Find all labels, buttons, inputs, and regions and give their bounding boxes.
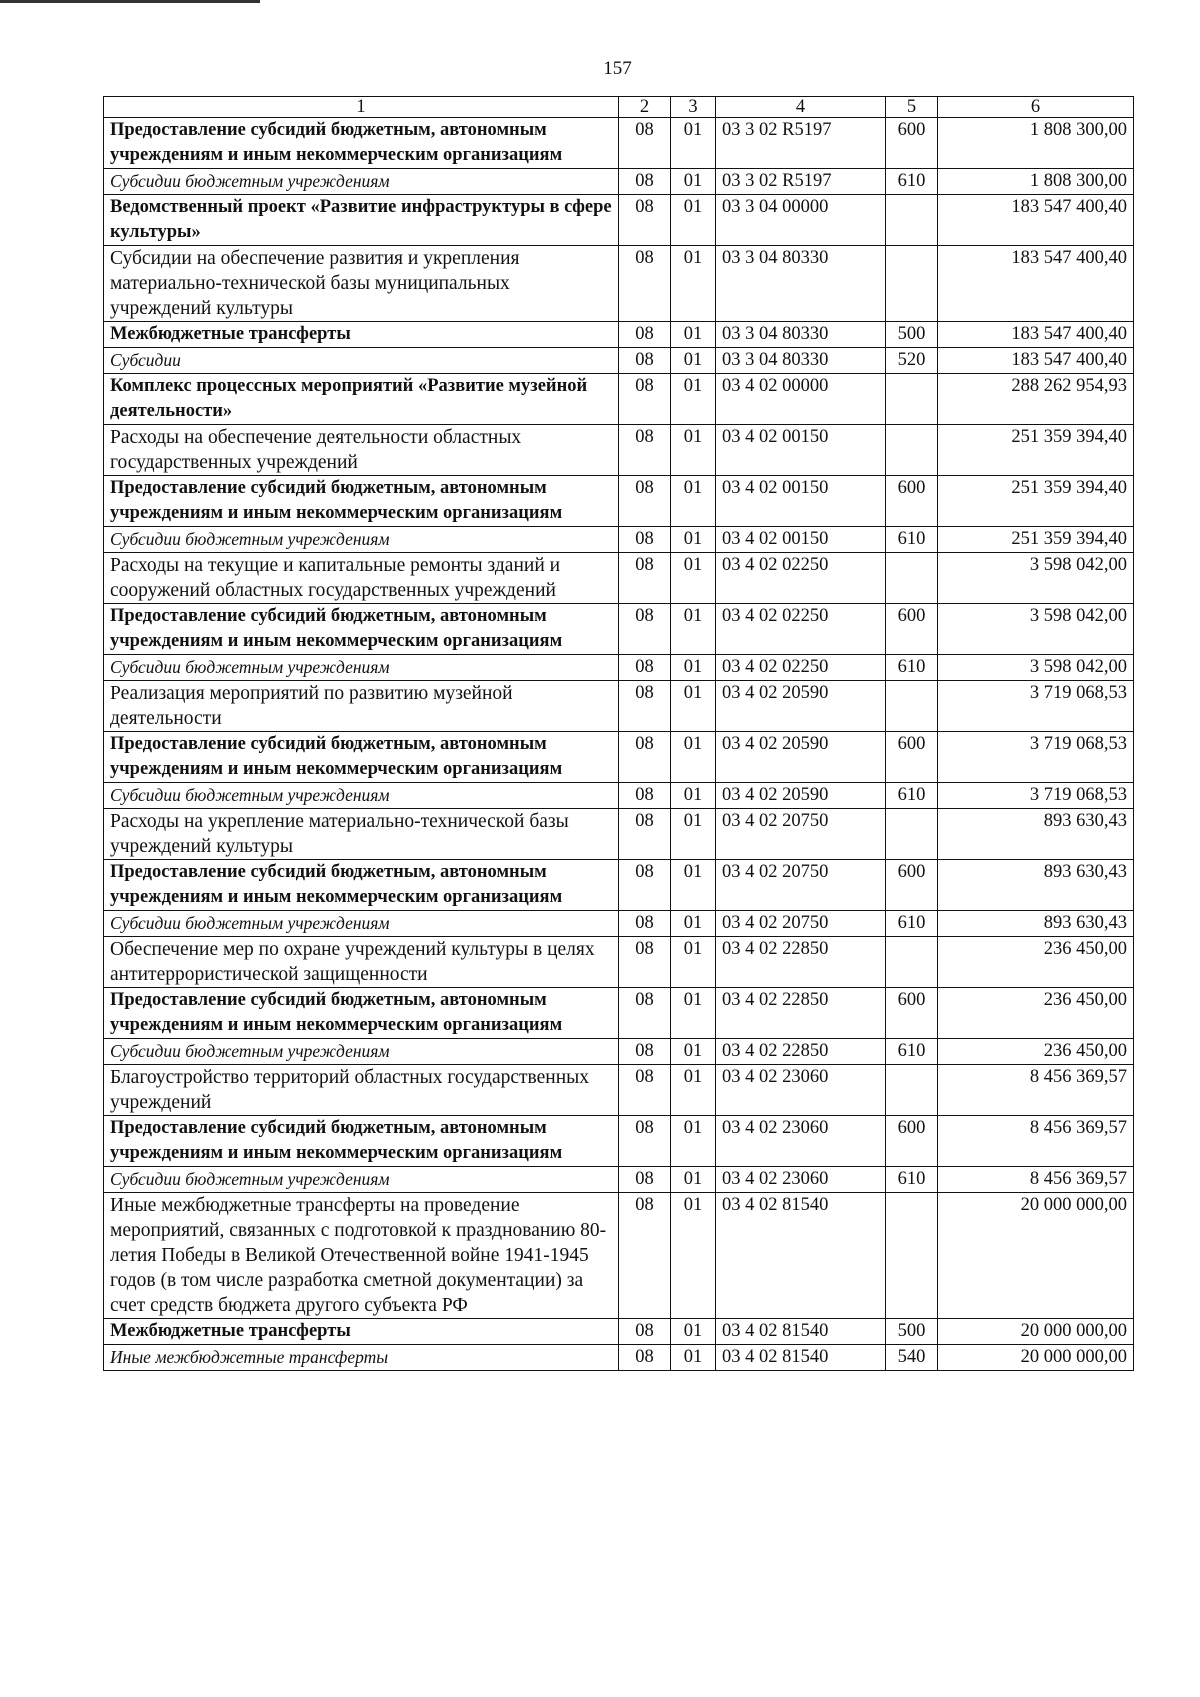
scan-edge-line bbox=[0, 0, 260, 3]
expense-type-cell: 610 bbox=[886, 1167, 938, 1193]
row-name-cell: Субсидии бюджетным учреждениям bbox=[104, 655, 619, 681]
section-code-cell: 08 bbox=[619, 374, 671, 425]
target-article-cell: 03 3 04 80330 bbox=[716, 348, 886, 374]
table-row bbox=[104, 655, 1134, 681]
subsection-code-cell: 01 bbox=[671, 988, 716, 1039]
target-article-cell: 03 4 02 23060 bbox=[716, 1116, 886, 1167]
amount-cell: 893 630,43 bbox=[938, 911, 1134, 937]
target-article-cell: 03 3 04 80330 bbox=[716, 246, 886, 322]
subsection-code-cell: 01 bbox=[671, 118, 716, 169]
page-number: 157 bbox=[603, 58, 632, 79]
table-row bbox=[104, 118, 1134, 169]
subsection-code-cell: 01 bbox=[671, 553, 716, 604]
subsection-code-cell: 01 bbox=[671, 246, 716, 322]
subsection-code-cell: 01 bbox=[671, 655, 716, 681]
expense-type-cell bbox=[886, 553, 938, 604]
table-row bbox=[104, 322, 1134, 348]
section-code-cell: 08 bbox=[619, 1065, 671, 1116]
expense-type-cell bbox=[886, 809, 938, 860]
target-article-cell: 03 4 02 02250 bbox=[716, 655, 886, 681]
table-row bbox=[104, 1167, 1134, 1193]
target-article-cell: 03 3 04 00000 bbox=[716, 195, 886, 246]
table-row bbox=[104, 1065, 1134, 1116]
amount-cell: 20 000 000,00 bbox=[938, 1193, 1134, 1319]
amount-cell: 893 630,43 bbox=[938, 860, 1134, 911]
column-header: 2 bbox=[619, 97, 671, 118]
row-name-cell: Предоставление субсидий бюджетным, автономным учреждениям и иным некоммерческим организациям bbox=[104, 604, 619, 655]
table-row bbox=[104, 911, 1134, 937]
amount-cell: 183 547 400,40 bbox=[938, 322, 1134, 348]
amount-cell: 20 000 000,00 bbox=[938, 1345, 1134, 1371]
table-row bbox=[104, 783, 1134, 809]
section-code-cell: 08 bbox=[619, 911, 671, 937]
subsection-code-cell: 01 bbox=[671, 1039, 716, 1065]
target-article-cell: 03 4 02 81540 bbox=[716, 1319, 886, 1345]
subsection-code-cell: 01 bbox=[671, 1167, 716, 1193]
column-header: 1 bbox=[104, 97, 619, 118]
expense-type-cell: 500 bbox=[886, 322, 938, 348]
target-article-cell: 03 4 02 00150 bbox=[716, 476, 886, 527]
subsection-code-cell: 01 bbox=[671, 374, 716, 425]
amount-cell: 183 547 400,40 bbox=[938, 348, 1134, 374]
section-code-cell: 08 bbox=[619, 169, 671, 195]
amount-cell: 3 598 042,00 bbox=[938, 553, 1134, 604]
section-code-cell: 08 bbox=[619, 527, 671, 553]
row-name-cell: Ведомственный проект «Развитие инфраструктуры в сфере культуры» bbox=[104, 195, 619, 246]
section-code-cell: 08 bbox=[619, 1345, 671, 1371]
target-article-cell: 03 4 02 81540 bbox=[716, 1345, 886, 1371]
expense-type-cell bbox=[886, 425, 938, 476]
table-row bbox=[104, 1345, 1134, 1371]
budget-table bbox=[103, 96, 1134, 1371]
section-code-cell: 08 bbox=[619, 1039, 671, 1065]
table-row bbox=[104, 681, 1134, 732]
expense-type-cell bbox=[886, 246, 938, 322]
column-header: 6 bbox=[938, 97, 1134, 118]
row-name-cell: Субсидии бюджетным учреждениям bbox=[104, 911, 619, 937]
table-row bbox=[104, 1039, 1134, 1065]
target-article-cell: 03 4 02 20590 bbox=[716, 681, 886, 732]
table-row bbox=[104, 732, 1134, 783]
row-name-cell: Субсидии bbox=[104, 348, 619, 374]
section-code-cell: 08 bbox=[619, 425, 671, 476]
row-name-cell: Межбюджетные трансферты bbox=[104, 1319, 619, 1345]
subsection-code-cell: 01 bbox=[671, 425, 716, 476]
table-row bbox=[104, 1319, 1134, 1345]
section-code-cell: 08 bbox=[619, 476, 671, 527]
table-row bbox=[104, 195, 1134, 246]
expense-type-cell: 610 bbox=[886, 783, 938, 809]
table-row bbox=[104, 1116, 1134, 1167]
expense-type-cell: 610 bbox=[886, 655, 938, 681]
target-article-cell: 03 3 02 R5197 bbox=[716, 169, 886, 195]
column-header: 5 bbox=[886, 97, 938, 118]
expense-type-cell: 520 bbox=[886, 348, 938, 374]
subsection-code-cell: 01 bbox=[671, 476, 716, 527]
expense-type-cell: 610 bbox=[886, 1039, 938, 1065]
column-header: 3 bbox=[671, 97, 716, 118]
row-name-cell: Субсидии бюджетным учреждениям bbox=[104, 783, 619, 809]
amount-cell: 3 719 068,53 bbox=[938, 783, 1134, 809]
expense-type-cell: 610 bbox=[886, 169, 938, 195]
table-row bbox=[104, 860, 1134, 911]
section-code-cell: 08 bbox=[619, 348, 671, 374]
row-name-cell: Иные межбюджетные трансферты на проведение мероприятий, связанных с подготовкой к празднованию 80-летия Победы в Великой Отечественной войне 1941-1945 годов (в том числе разработка сметной документации) за счет средств бюджета другого субъекта РФ bbox=[104, 1193, 619, 1319]
row-name-cell: Предоставление субсидий бюджетным, автономным учреждениям и иным некоммерческим организациям bbox=[104, 118, 619, 169]
subsection-code-cell: 01 bbox=[671, 809, 716, 860]
subsection-code-cell: 01 bbox=[671, 348, 716, 374]
amount-cell: 893 630,43 bbox=[938, 809, 1134, 860]
table-row bbox=[104, 425, 1134, 476]
row-name-cell: Благоустройство территорий областных государственных учреждений bbox=[104, 1065, 619, 1116]
expense-type-cell: 600 bbox=[886, 988, 938, 1039]
table-row bbox=[104, 169, 1134, 195]
subsection-code-cell: 01 bbox=[671, 322, 716, 348]
target-article-cell: 03 4 02 02250 bbox=[716, 604, 886, 655]
subsection-code-cell: 01 bbox=[671, 604, 716, 655]
target-article-cell: 03 4 02 81540 bbox=[716, 1193, 886, 1319]
table-row bbox=[104, 374, 1134, 425]
amount-cell: 183 547 400,40 bbox=[938, 246, 1134, 322]
section-code-cell: 08 bbox=[619, 655, 671, 681]
table-row bbox=[104, 988, 1134, 1039]
target-article-cell: 03 4 02 23060 bbox=[716, 1065, 886, 1116]
row-name-cell: Субсидии бюджетным учреждениям bbox=[104, 169, 619, 195]
amount-cell: 236 450,00 bbox=[938, 937, 1134, 988]
row-name-cell: Субсидии бюджетным учреждениям bbox=[104, 1167, 619, 1193]
table-row bbox=[104, 1193, 1134, 1319]
amount-cell: 3 598 042,00 bbox=[938, 655, 1134, 681]
section-code-cell: 08 bbox=[619, 988, 671, 1039]
subsection-code-cell: 01 bbox=[671, 1065, 716, 1116]
section-code-cell: 08 bbox=[619, 1167, 671, 1193]
expense-type-cell: 600 bbox=[886, 732, 938, 783]
target-article-cell: 03 3 04 80330 bbox=[716, 322, 886, 348]
subsection-code-cell: 01 bbox=[671, 732, 716, 783]
row-name-cell: Реализация мероприятий по развитию музейной деятельности bbox=[104, 681, 619, 732]
row-name-cell: Расходы на текущие и капитальные ремонты зданий и сооружений областных государственных учреждений bbox=[104, 553, 619, 604]
target-article-cell: 03 4 02 20590 bbox=[716, 783, 886, 809]
table-row bbox=[104, 348, 1134, 374]
table-row bbox=[104, 553, 1134, 604]
amount-cell: 236 450,00 bbox=[938, 1039, 1134, 1065]
section-code-cell: 08 bbox=[619, 809, 671, 860]
section-code-cell: 08 bbox=[619, 246, 671, 322]
expense-type-cell: 610 bbox=[886, 527, 938, 553]
target-article-cell: 03 4 02 20750 bbox=[716, 860, 886, 911]
subsection-code-cell: 01 bbox=[671, 911, 716, 937]
section-code-cell: 08 bbox=[619, 783, 671, 809]
target-article-cell: 03 4 02 00000 bbox=[716, 374, 886, 425]
expense-type-cell: 600 bbox=[886, 1116, 938, 1167]
row-name-cell: Обеспечение мер по охране учреждений культуры в целях антитеррористической защищенности bbox=[104, 937, 619, 988]
row-name-cell: Предоставление субсидий бюджетным, автономным учреждениям и иным некоммерческим организациям bbox=[104, 988, 619, 1039]
row-name-cell: Предоставление субсидий бюджетным, автономным учреждениям и иным некоммерческим организациям bbox=[104, 1116, 619, 1167]
section-code-cell: 08 bbox=[619, 553, 671, 604]
amount-cell: 3 719 068,53 bbox=[938, 732, 1134, 783]
amount-cell: 251 359 394,40 bbox=[938, 476, 1134, 527]
subsection-code-cell: 01 bbox=[671, 783, 716, 809]
amount-cell: 1 808 300,00 bbox=[938, 169, 1134, 195]
subsection-code-cell: 01 bbox=[671, 681, 716, 732]
section-code-cell: 08 bbox=[619, 937, 671, 988]
row-name-cell: Иные межбюджетные трансферты bbox=[104, 1345, 619, 1371]
section-code-cell: 08 bbox=[619, 604, 671, 655]
section-code-cell: 08 bbox=[619, 322, 671, 348]
target-article-cell: 03 3 02 R5197 bbox=[716, 118, 886, 169]
section-code-cell: 08 bbox=[619, 732, 671, 783]
section-code-cell: 08 bbox=[619, 860, 671, 911]
target-article-cell: 03 4 02 23060 bbox=[716, 1167, 886, 1193]
expense-type-cell bbox=[886, 937, 938, 988]
amount-cell: 8 456 369,57 bbox=[938, 1065, 1134, 1116]
target-article-cell: 03 4 02 22850 bbox=[716, 988, 886, 1039]
amount-cell: 3 598 042,00 bbox=[938, 604, 1134, 655]
table-body bbox=[104, 118, 1134, 1371]
row-name-cell: Предоставление субсидий бюджетным, автономным учреждениям и иным некоммерческим организациям bbox=[104, 732, 619, 783]
amount-cell: 288 262 954,93 bbox=[938, 374, 1134, 425]
row-name-cell: Субсидии на обеспечение развития и укрепления материально-технической базы муниципальных учреждений культуры bbox=[104, 246, 619, 322]
amount-cell: 3 719 068,53 bbox=[938, 681, 1134, 732]
row-name-cell: Расходы на обеспечение деятельности областных государственных учреждений bbox=[104, 425, 619, 476]
subsection-code-cell: 01 bbox=[671, 195, 716, 246]
section-code-cell: 08 bbox=[619, 118, 671, 169]
table-row bbox=[104, 809, 1134, 860]
subsection-code-cell: 01 bbox=[671, 860, 716, 911]
expense-type-cell bbox=[886, 195, 938, 246]
expense-type-cell: 600 bbox=[886, 860, 938, 911]
target-article-cell: 03 4 02 02250 bbox=[716, 553, 886, 604]
target-article-cell: 03 4 02 20750 bbox=[716, 809, 886, 860]
table-row bbox=[104, 937, 1134, 988]
expense-type-cell: 600 bbox=[886, 476, 938, 527]
section-code-cell: 08 bbox=[619, 1193, 671, 1319]
row-name-cell: Субсидии бюджетным учреждениям bbox=[104, 1039, 619, 1065]
target-article-cell: 03 4 02 22850 bbox=[716, 1039, 886, 1065]
target-article-cell: 03 4 02 00150 bbox=[716, 527, 886, 553]
expense-type-cell: 540 bbox=[886, 1345, 938, 1371]
expense-type-cell bbox=[886, 1065, 938, 1116]
subsection-code-cell: 01 bbox=[671, 169, 716, 195]
target-article-cell: 03 4 02 22850 bbox=[716, 937, 886, 988]
section-code-cell: 08 bbox=[619, 681, 671, 732]
column-header: 4 bbox=[716, 97, 886, 118]
table-row bbox=[104, 476, 1134, 527]
amount-cell: 236 450,00 bbox=[938, 988, 1134, 1039]
target-article-cell: 03 4 02 20590 bbox=[716, 732, 886, 783]
target-article-cell: 03 4 02 20750 bbox=[716, 911, 886, 937]
table-row bbox=[104, 527, 1134, 553]
amount-cell: 20 000 000,00 bbox=[938, 1319, 1134, 1345]
expense-type-cell bbox=[886, 1193, 938, 1319]
subsection-code-cell: 01 bbox=[671, 1116, 716, 1167]
section-code-cell: 08 bbox=[619, 1116, 671, 1167]
target-article-cell: 03 4 02 00150 bbox=[716, 425, 886, 476]
expense-type-cell: 610 bbox=[886, 911, 938, 937]
row-name-cell: Межбюджетные трансферты bbox=[104, 322, 619, 348]
amount-cell: 8 456 369,57 bbox=[938, 1167, 1134, 1193]
row-name-cell: Расходы на укрепление материально-технической базы учреждений культуры bbox=[104, 809, 619, 860]
column-number-row bbox=[104, 97, 1134, 118]
amount-cell: 8 456 369,57 bbox=[938, 1116, 1134, 1167]
amount-cell: 251 359 394,40 bbox=[938, 425, 1134, 476]
expense-type-cell: 500 bbox=[886, 1319, 938, 1345]
expense-type-cell: 600 bbox=[886, 604, 938, 655]
table-row bbox=[104, 246, 1134, 322]
section-code-cell: 08 bbox=[619, 1319, 671, 1345]
expense-type-cell: 600 bbox=[886, 118, 938, 169]
subsection-code-cell: 01 bbox=[671, 1319, 716, 1345]
expense-type-cell bbox=[886, 681, 938, 732]
subsection-code-cell: 01 bbox=[671, 937, 716, 988]
amount-cell: 251 359 394,40 bbox=[938, 527, 1134, 553]
section-code-cell: 08 bbox=[619, 195, 671, 246]
amount-cell: 183 547 400,40 bbox=[938, 195, 1134, 246]
row-name-cell: Предоставление субсидий бюджетным, автономным учреждениям и иным некоммерческим организациям bbox=[104, 476, 619, 527]
expense-type-cell bbox=[886, 374, 938, 425]
subsection-code-cell: 01 bbox=[671, 527, 716, 553]
table-row bbox=[104, 604, 1134, 655]
row-name-cell: Предоставление субсидий бюджетным, автономным учреждениям и иным некоммерческим организациям bbox=[104, 860, 619, 911]
row-name-cell: Комплекс процессных мероприятий «Развитие музейной деятельности» bbox=[104, 374, 619, 425]
row-name-cell: Субсидии бюджетным учреждениям bbox=[104, 527, 619, 553]
subsection-code-cell: 01 bbox=[671, 1193, 716, 1319]
amount-cell: 1 808 300,00 bbox=[938, 118, 1134, 169]
subsection-code-cell: 01 bbox=[671, 1345, 716, 1371]
